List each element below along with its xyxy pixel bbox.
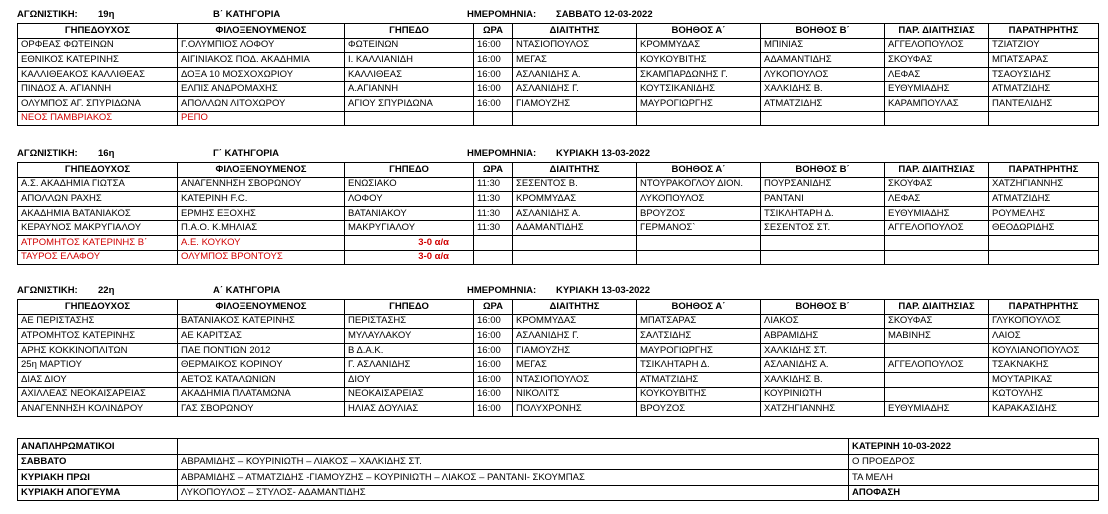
cell-host-team: ΑΠΟΛΛΩΝ ΡΑΧΗΣ — [18, 192, 178, 207]
cell-referee: ΝΙΚΟΛΙΤΣ — [513, 387, 637, 402]
cell-assistant-2 — [761, 111, 885, 126]
cell-stadium: ΚΑΛΛΙΘΕΑΣ — [345, 67, 474, 82]
footer-row — [18, 470, 1099, 486]
table-row — [18, 372, 1099, 387]
cell-time: 11:30 — [474, 192, 513, 207]
footer-label: ΑΝΑΠΛΗΡΩΜΑΤΙΚΟΙ — [18, 439, 178, 455]
cell-assistant-1: ΛΥΚΟΠΟΥΛΟΣ — [637, 192, 761, 207]
cell-guest-team: Π.Α.Ο. Κ.ΜΗΛΙΑΣ — [178, 221, 345, 236]
cell-stadium: ΦΩΤΕΙΝΩΝ — [345, 38, 474, 53]
cell-host-team: ΟΛΥΜΠΟΣ ΑΓ. ΣΠΥΡΙΔΩΝΑ — [18, 96, 178, 111]
cell-assistant-1: ΝΤΟΥΡΑΚΟΓΛΟΥ ΔΙΟΝ. — [637, 177, 761, 192]
schedule-table — [17, 23, 1099, 126]
cell-assistant-2 — [761, 235, 885, 250]
cell-inspector — [989, 235, 1099, 250]
cell-observer — [885, 343, 989, 358]
cell-assistant-1 — [637, 250, 761, 265]
cell-host-team: ΑΤΡΟΜΗΤΟΣ ΚΑΤΕΡΙΝΗΣ — [18, 329, 178, 344]
cell-time: 16:00 — [474, 402, 513, 417]
cell-observer — [885, 235, 989, 250]
cell-time: 11:30 — [474, 177, 513, 192]
cell-inspector: ΤΖΙΑΤΖΙΟΥ — [989, 38, 1099, 53]
cell-referee: ΑΣΛΑΝΙΔΗΣ Γ. — [513, 82, 637, 97]
match-date: ΚΥΡΙΑΚΗ 13-03-2022 — [556, 285, 650, 296]
cell-guest-team: ΓΑΣ ΣΒΟΡΩΝΟΥ — [178, 402, 345, 417]
cell-host-team: ΚΑΛΛΙΘΕΑΚΟΣ ΚΑΛΛΙΘΕΑΣ — [18, 67, 178, 82]
cell-host-team: Α.Σ. ΑΚΑΔΗΜΙΑ ΓΙΩΤΣΑ — [18, 177, 178, 192]
cell-inspector: ΡΟΥΜΕΛΗΣ — [989, 206, 1099, 221]
cell-guest-team: ΑΕ ΚΑΡΙΤΣΑΣ — [178, 329, 345, 344]
table-row — [18, 402, 1099, 417]
table-row — [18, 192, 1099, 207]
cell-stadium: ΠΕΡΙΣΤΑΣΗΣ — [345, 314, 474, 329]
cell-assistant-1: ΚΟΥΚΟΥΒΙΤΗΣ — [637, 53, 761, 68]
cell-inspector: ΤΣΑΚΝΑΚΗΣ — [989, 358, 1099, 373]
footer-names: ΑΒΡΑΜΙΔΗΣ – ΑΤΜΑΤΖΙΔΗΣ -ΓΙΑΜΟΥΖΗΣ – ΚΟΥΡΙΝΙΩΤΗ – ΛΙΑΚΟΣ – ΡΑΝΤΑΝΙ- ΣΚΟΥΜΠΑΣ — [178, 470, 849, 486]
column-header-host-team: ΓΗΠΕΔΟΥΧΟΣ — [18, 163, 178, 178]
cell-inspector: ΜΠΑΤΣΑΡΑΣ — [989, 53, 1099, 68]
cell-time: 16:00 — [474, 358, 513, 373]
substitutes-table — [17, 438, 1099, 501]
round-number: 16η — [98, 148, 115, 159]
footer-row — [18, 454, 1099, 470]
cell-assistant-1: ΚΟΥΚΟΥΒΙΤΗΣ — [637, 387, 761, 402]
cell-host-team: ΑΤΡΟΜΗΤΟΣ ΚΑΤΕΡΙΝΗΣ Β΄ — [18, 235, 178, 250]
table-row — [18, 343, 1099, 358]
cell-observer: ΣΚΟΥΦΑΣ — [885, 53, 989, 68]
date-label: ΗΜΕΡΟΜΗΝΙΑ: — [467, 9, 537, 20]
cell-host-team: ΑΡΗΣ ΚΟΚΚΙΝΟΠΛΙΤΩΝ — [18, 343, 178, 358]
date-label: ΗΜΕΡΟΜΗΝΙΑ: — [467, 148, 537, 159]
round-label: ΑΓΩΝΙΣΤΙΚΗ: — [17, 285, 78, 296]
cell-observer: ΕΥΘΥΜΙΑΔΗΣ — [885, 82, 989, 97]
cell-stadium: 3-0 α/α — [345, 250, 474, 265]
footer-label: ΚΥΡΙΑΚΗ ΑΠΟΓΕΥΜΑ — [18, 485, 178, 501]
cell-assistant-1: ΜΠΑΤΣΑΡΑΣ — [637, 314, 761, 329]
footer-signature: ΚΑΤΕΡΙΝΗ 10-03-2022 — [849, 439, 1099, 455]
cell-time: 11:30 — [474, 206, 513, 221]
cell-assistant-2: ΚΟΥΡΙΝΙΩΤΗ — [761, 387, 885, 402]
cell-stadium: Α.ΑΓΙΑΝΝΗ — [345, 82, 474, 97]
column-header-guest-team: ΦΙΛΟΞΕΝΟΥΜΕΝΟΣ — [178, 300, 345, 315]
cell-time: 16:00 — [474, 96, 513, 111]
cell-stadium: ΛΟΦΟΥ — [345, 192, 474, 207]
category-title: Γ΄ ΚΑΤΗΓΟΡΙΑ — [213, 148, 280, 159]
cell-referee: ΜΕΓΑΣ — [513, 53, 637, 68]
table-row — [18, 177, 1099, 192]
column-header-assistant-1: ΒΟΗΘΟΣ Α΄ — [637, 163, 761, 178]
cell-observer: ΛΕΦΑΣ — [885, 192, 989, 207]
cell-stadium: Γ. ΑΣΛΑΝΙΔΗΣ — [345, 358, 474, 373]
footer-names: ΛΥΚΟΠΟΥΛΟΣ – ΣΤΥΛΟΣ- ΑΔΑΜΑΝΤΙΔΗΣ — [178, 485, 849, 501]
footer-label: ΣΑΒΒΑΤΟ — [18, 454, 178, 470]
round-label: ΑΓΩΝΙΣΤΙΚΗ: — [17, 148, 78, 159]
cell-inspector: ΑΤΜΑΤΖΙΔΗΣ — [989, 192, 1099, 207]
cell-stadium: ΔΙΟΥ — [345, 372, 474, 387]
cell-stadium: ΕΝΩΣΙΑΚΟ — [345, 177, 474, 192]
section-header — [0, 284, 1108, 298]
cell-time: 16:00 — [474, 53, 513, 68]
cell-host-team: ΑΝΑΓΕΝΝΗΣΗ ΚΟΛΙΝΔΡΟΥ — [18, 402, 178, 417]
column-header-referee: ΔΙΑΙΤΗΤΗΣ — [513, 163, 637, 178]
table-row — [18, 387, 1099, 402]
cell-assistant-2: ΣΕΣΕΝΤΟΣ ΣΤ. — [761, 221, 885, 236]
column-header-host-team: ΓΗΠΕΔΟΥΧΟΣ — [18, 24, 178, 39]
cell-stadium: 3-0 α/α — [345, 235, 474, 250]
table-row — [18, 96, 1099, 111]
cell-host-team: 25η ΜΑΡΤΙΟΥ — [18, 358, 178, 373]
table-header-row — [18, 24, 1099, 39]
column-header-observer: ΠΑΡ. ΔΙΑΙΤΗΣΙΑΣ — [885, 300, 989, 315]
cell-inspector: ΛΑΙΟΣ — [989, 329, 1099, 344]
cell-stadium: ΒΑΤΑΝΙΑΚΟΥ — [345, 206, 474, 221]
cell-assistant-2: ΛΥΚΟΠΟΥΛΟΣ — [761, 67, 885, 82]
cell-host-team: ΚΕΡΑΥΝΟΣ ΜΑΚΡΥΓΙΑΛΟΥ — [18, 221, 178, 236]
cell-guest-team: ΡΕΠΟ — [178, 111, 345, 126]
cell-assistant-1: ΚΟΥΤΣΙΚΑΝΙΔΗΣ — [637, 82, 761, 97]
match-date: ΚΥΡΙΑΚΗ 13-03-2022 — [556, 148, 650, 159]
cell-assistant-2 — [761, 250, 885, 265]
cell-observer: ΕΥΘΥΜΙΑΔΗΣ — [885, 402, 989, 417]
cell-assistant-2: ΧΑΤΖΗΓΙΑΝΝΗΣ — [761, 402, 885, 417]
cell-guest-team: ΑΙΓΙΝΙΑΚΟΣ ΠΟΔ. ΑΚΑΔΗΜΙΑ — [178, 53, 345, 68]
cell-stadium: ΜΥΛΑΥΛΑΚΟΥ — [345, 329, 474, 344]
cell-referee: ΚΡΟΜΜΥΔΑΣ — [513, 192, 637, 207]
cell-time: 16:00 — [474, 314, 513, 329]
cell-host-team: ΕΘΝΙΚΟΣ ΚΑΤΕΡΙΝΗΣ — [18, 53, 178, 68]
cell-assistant-2: ΧΑΛΚΙΔΗΣ ΣΤ. — [761, 343, 885, 358]
cell-time: 16:00 — [474, 329, 513, 344]
cell-inspector: ΠΑΝΤΕΛΙΔΗΣ — [989, 96, 1099, 111]
cell-assistant-2: ΜΠΙΝΙΑΣ — [761, 38, 885, 53]
cell-assistant-2: ΧΑΛΚΙΔΗΣ Β. — [761, 372, 885, 387]
column-header-time: ΩΡΑ — [474, 300, 513, 315]
cell-referee: ΠΟΛΥΧΡΟΝΗΣ — [513, 402, 637, 417]
cell-stadium: ΝΕΟΚΑΙΣΑΡΕΙΑΣ — [345, 387, 474, 402]
column-header-assistant-2: ΒΟΗΘΟΣ Β΄ — [761, 163, 885, 178]
footer-names: ΑΒΡΑΜΙΔΗΣ – ΚΟΥΡΙΝΙΩΤΗ – ΛΙΑΚΟΣ – ΧΑΛΚΙΔΗΣ ΣΤ. — [178, 454, 849, 470]
cell-time — [474, 235, 513, 250]
table-header-row — [18, 300, 1099, 315]
cell-observer: ΑΓΓΕΛΟΠΟΥΛΟΣ — [885, 221, 989, 236]
cell-guest-team: ΑΚΑΔΗΜΙΑ ΠΛΑΤΑΜΩΝΑ — [178, 387, 345, 402]
cell-guest-team: Γ.ΟΛΥΜΠΙΟΣ ΛΟΦΟΥ — [178, 38, 345, 53]
cell-host-team: ΟΡΦΕΑΣ ΦΩΤΕΙΝΩΝ — [18, 38, 178, 53]
category-title: Β΄ ΚΑΤΗΓΟΡΙΑ — [213, 9, 281, 20]
table-row — [18, 111, 1099, 126]
round-number: 19η — [98, 9, 115, 20]
schedule-table — [17, 299, 1099, 417]
cell-stadium: Ι. ΚΑΛΛΙΑΝΙΔΗ — [345, 53, 474, 68]
cell-assistant-1: ΓΕΡΜΑΝΟΣ` — [637, 221, 761, 236]
table-row — [18, 206, 1099, 221]
cell-observer — [885, 111, 989, 126]
cell-guest-team: ΕΛΠΙΣ ΑΝΔΡΟΜΑΧΗΣ — [178, 82, 345, 97]
cell-time: 16:00 — [474, 343, 513, 358]
cell-host-team: ΑΚΑΔΗΜΙΑ ΒΑΤΑΝΙΑΚΟΣ — [18, 206, 178, 221]
cell-guest-team: Α.Ε. ΚΟΥΚΟΥ — [178, 235, 345, 250]
cell-time: 16:00 — [474, 372, 513, 387]
column-header-assistant-1: ΒΟΗΘΟΣ Α΄ — [637, 24, 761, 39]
column-header-inspector: ΠΑΡΑΤΗΡΗΤΗΣ — [989, 24, 1099, 39]
cell-guest-team: ΑΠΟΛΛΩΝ ΛΙΤΟΧΩΡΟΥ — [178, 96, 345, 111]
cell-guest-team: ΒΑΤΑΝΙΑΚΟΣ ΚΑΤΕΡΙΝΗΣ — [178, 314, 345, 329]
column-header-inspector: ΠΑΡΑΤΗΡΗΤΗΣ — [989, 300, 1099, 315]
footer-signature: ΤΑ ΜΕΛΗ — [849, 470, 1099, 486]
cell-stadium: ΗΛΙΑΣ ΔΟΥΛΙΑΣ — [345, 402, 474, 417]
column-header-stadium: ΓΗΠΕΔΟ — [345, 300, 474, 315]
cell-host-team: ΑΕ ΠΕΡΙΣΤΑΣΗΣ — [18, 314, 178, 329]
cell-host-team: ΑΧΙΛΛΕΑΣ ΝΕΟΚΑΙΣΑΡΕΙΑΣ — [18, 387, 178, 402]
cell-assistant-1: ΣΚΑΜΠΑΡΔΩΝΗΣ Γ. — [637, 67, 761, 82]
column-header-guest-team: ΦΙΛΟΞΕΝΟΥΜΕΝΟΣ — [178, 163, 345, 178]
cell-observer: ΣΚΟΥΦΑΣ — [885, 177, 989, 192]
cell-referee: ΝΤΑΣΙΟΠΟΥΛΟΣ — [513, 38, 637, 53]
cell-time: 11:30 — [474, 221, 513, 236]
match-date: ΣΑΒΒΑΤΟ 12-03-2022 — [556, 9, 653, 20]
cell-assistant-1: ΚΡΟΜΜΥΔΑΣ — [637, 38, 761, 53]
cell-guest-team: ΠΑΕ ΠΟΝΤΙΩΝ 2012 — [178, 343, 345, 358]
table-row — [18, 235, 1099, 250]
cell-assistant-2: ΡΑΝΤΑΝΙ — [761, 192, 885, 207]
column-header-stadium: ΓΗΠΕΔΟ — [345, 163, 474, 178]
cell-assistant-1: ΒΡΟΥΖΟΣ — [637, 206, 761, 221]
cell-stadium: Β Δ.Α.Κ. — [345, 343, 474, 358]
cell-host-team: ΠΙΝΔΟΣ Α. ΑΓΙΑΝΝΗ — [18, 82, 178, 97]
cell-referee — [513, 235, 637, 250]
cell-guest-team: ΕΡΜΗΣ ΕΞΟΧΗΣ — [178, 206, 345, 221]
cell-referee: ΜΕΓΑΣ — [513, 358, 637, 373]
cell-referee: ΚΡΟΜΜΥΔΑΣ — [513, 314, 637, 329]
cell-inspector: ΚΩΤΟΥΛΗΣ — [989, 387, 1099, 402]
cell-referee: ΑΣΛΑΝΙΔΗΣ Α. — [513, 67, 637, 82]
column-header-guest-team: ΦΙΛΟΞΕΝΟΥΜΕΝΟΣ — [178, 24, 345, 39]
cell-assistant-1: ΒΡΟΥΖΟΣ — [637, 402, 761, 417]
cell-assistant-1: ΜΑΥΡΟΓΙΩΡΓΗΣ — [637, 96, 761, 111]
column-header-observer: ΠΑΡ. ΔΙΑΙΤΗΣΙΑΣ — [885, 24, 989, 39]
table-row — [18, 250, 1099, 265]
cell-time — [474, 250, 513, 265]
cell-assistant-1: ΑΤΜΑΤΖΙΔΗΣ — [637, 372, 761, 387]
cell-host-team: ΔΙΑΣ ΔΙΟΥ — [18, 372, 178, 387]
cell-inspector — [989, 250, 1099, 265]
round-label: ΑΓΩΝΙΣΤΙΚΗ: — [17, 9, 78, 20]
cell-assistant-1 — [637, 235, 761, 250]
cell-stadium — [345, 111, 474, 126]
table-row — [18, 82, 1099, 97]
cell-time — [474, 111, 513, 126]
cell-observer: ΛΕΦΑΣ — [885, 67, 989, 82]
column-header-host-team: ΓΗΠΕΔΟΥΧΟΣ — [18, 300, 178, 315]
cell-observer: ΚΑΡΑΜΠΟΥΛΑΣ — [885, 96, 989, 111]
cell-referee — [513, 250, 637, 265]
cell-assistant-2: ΠΟΥΡΣΑΝΙΔΗΣ — [761, 177, 885, 192]
footer-signature: ΑΠΟΦΑΣΗ — [849, 485, 1099, 501]
cell-observer — [885, 250, 989, 265]
table-row — [18, 67, 1099, 82]
footer-names — [178, 439, 849, 455]
cell-referee — [513, 111, 637, 126]
footer-row — [18, 485, 1099, 501]
column-header-assistant-1: ΒΟΗΘΟΣ Α΄ — [637, 300, 761, 315]
cell-referee: ΓΙΑΜΟΥΖΗΣ — [513, 96, 637, 111]
column-header-observer: ΠΑΡ. ΔΙΑΙΤΗΣΙΑΣ — [885, 163, 989, 178]
cell-inspector: ΜΟΥΤΑΡΙΚΑΣ — [989, 372, 1099, 387]
cell-stadium: ΜΑΚΡΥΓΙΑΛΟΥ — [345, 221, 474, 236]
column-header-time: ΩΡΑ — [474, 24, 513, 39]
cell-host-team: ΝΕΟΣ ΠΑΜΒΡΙΑΚΟΣ — [18, 111, 178, 126]
cell-time: 16:00 — [474, 67, 513, 82]
footer-signature: Ο ΠΡΟΕΔΡΟΣ — [849, 454, 1099, 470]
cell-assistant-1: ΜΑΥΡΟΓΙΩΡΓΗΣ — [637, 343, 761, 358]
cell-guest-team: ΟΛΥΜΠΟΣ ΒΡΟΝΤΟΥΣ — [178, 250, 345, 265]
cell-guest-team: ΑΕΤΟΣ ΚΑΤΑΛΩΝΙΩΝ — [178, 372, 345, 387]
cell-observer: ΑΓΓΕΛΟΠΟΥΛΟΣ — [885, 38, 989, 53]
table-row — [18, 221, 1099, 236]
cell-inspector: ΘΕΟΔΩΡΙΔΗΣ — [989, 221, 1099, 236]
cell-referee: ΣΕΣΕΝΤΟΣ Β. — [513, 177, 637, 192]
table-row — [18, 314, 1099, 329]
schedule-table — [17, 162, 1099, 265]
footer-label: ΚΥΡΙΑΚΗ ΠΡΩΙ — [18, 470, 178, 486]
table-row — [18, 38, 1099, 53]
footer-row — [18, 439, 1099, 455]
cell-assistant-1: ΣΑΛΤΣΙΔΗΣ — [637, 329, 761, 344]
cell-observer: ΜΑΒΙΝΗΣ — [885, 329, 989, 344]
cell-assistant-1: ΤΣΙΚΛΗΤΑΡΗ Δ. — [637, 358, 761, 373]
cell-referee: ΑΣΛΑΝΙΔΗΣ Γ. — [513, 329, 637, 344]
cell-stadium: ΑΓΙΟΥ ΣΠΥΡΙΔΩΝΑ — [345, 96, 474, 111]
cell-time: 16:00 — [474, 82, 513, 97]
column-header-referee: ΔΙΑΙΤΗΤΗΣ — [513, 24, 637, 39]
date-label: ΗΜΕΡΟΜΗΝΙΑ: — [467, 285, 537, 296]
table-row — [18, 53, 1099, 68]
cell-inspector: ΑΤΜΑΤΖΙΔΗΣ — [989, 82, 1099, 97]
cell-inspector: ΧΑΤΖΗΓΙΑΝΝΗΣ — [989, 177, 1099, 192]
cell-guest-team: ΘΕΡΜΑΙΚΟΣ ΚΟΡΙΝΟΥ — [178, 358, 345, 373]
cell-assistant-2: ΤΣΙΚΛΗΤΑΡΗ Δ. — [761, 206, 885, 221]
cell-assistant-1 — [637, 111, 761, 126]
cell-referee: ΝΤΑΣΙΟΠΟΥΛΟΣ — [513, 372, 637, 387]
round-number: 22η — [98, 285, 115, 296]
cell-guest-team: ΚΑΤΕΡΙΝΗ F.C. — [178, 192, 345, 207]
column-header-assistant-2: ΒΟΗΘΟΣ Β΄ — [761, 300, 885, 315]
column-header-inspector: ΠΑΡΑΤΗΡΗΤΗΣ — [989, 163, 1099, 178]
cell-observer: ΑΓΓΕΛΟΠΟΥΛΟΣ — [885, 358, 989, 373]
cell-guest-team: ΑΝΑΓΕΝΝΗΣΗ ΣΒΟΡΩΝΟΥ — [178, 177, 345, 192]
cell-inspector: ΤΣΑΟΥΣΙΔΗΣ — [989, 67, 1099, 82]
cell-inspector: ΚΟΥΛΙΑΝΟΠΟΥΛΟΣ — [989, 343, 1099, 358]
cell-assistant-2: ΑΤΜΑΤΖΙΔΗΣ — [761, 96, 885, 111]
cell-observer — [885, 387, 989, 402]
cell-assistant-2: ΑΣΛΑΝΙΔΗΣ Α. — [761, 358, 885, 373]
cell-inspector: ΚΑΡΑΚΑΣΙΔΗΣ — [989, 402, 1099, 417]
cell-inspector: ΓΛΥΚΟΠΟΥΛΟΣ — [989, 314, 1099, 329]
cell-referee: ΓΙΑΜΟΥΖΗΣ — [513, 343, 637, 358]
cell-inspector — [989, 111, 1099, 126]
cell-observer: ΕΥΘΥΜΙΑΔΗΣ — [885, 206, 989, 221]
cell-referee: ΑΣΛΑΝΙΔΗΣ Α. — [513, 206, 637, 221]
table-row — [18, 329, 1099, 344]
cell-observer: ΣΚΟΥΦΑΣ — [885, 314, 989, 329]
cell-assistant-2: ΑΔΑΜΑΝΤΙΔΗΣ — [761, 53, 885, 68]
cell-assistant-2: ΧΑΛΚΙΔΗΣ Β. — [761, 82, 885, 97]
table-row — [18, 358, 1099, 373]
cell-time: 16:00 — [474, 387, 513, 402]
cell-assistant-2: ΛΙΑΚΟΣ — [761, 314, 885, 329]
column-header-assistant-2: ΒΟΗΘΟΣ Β΄ — [761, 24, 885, 39]
table-header-row — [18, 163, 1099, 178]
column-header-referee: ΔΙΑΙΤΗΤΗΣ — [513, 300, 637, 315]
category-title: Α΄ ΚΑΤΗΓΟΡΙΑ — [213, 285, 281, 296]
column-header-stadium: ΓΗΠΕΔΟ — [345, 24, 474, 39]
cell-guest-team: ΔΟΞΑ 10 ΜΟΣΧΟΧΩΡΙΟΥ — [178, 67, 345, 82]
cell-time: 16:00 — [474, 38, 513, 53]
section-header — [0, 8, 1108, 22]
cell-observer — [885, 372, 989, 387]
cell-assistant-2: ΑΒΡΑΜΙΔΗΣ — [761, 329, 885, 344]
cell-referee: ΑΔΑΜΑΝΤΙΔΗΣ — [513, 221, 637, 236]
cell-host-team: ΤΑΥΡΟΣ ΕΛΑΦΟΥ — [18, 250, 178, 265]
column-header-time: ΩΡΑ — [474, 163, 513, 178]
section-header — [0, 147, 1108, 161]
